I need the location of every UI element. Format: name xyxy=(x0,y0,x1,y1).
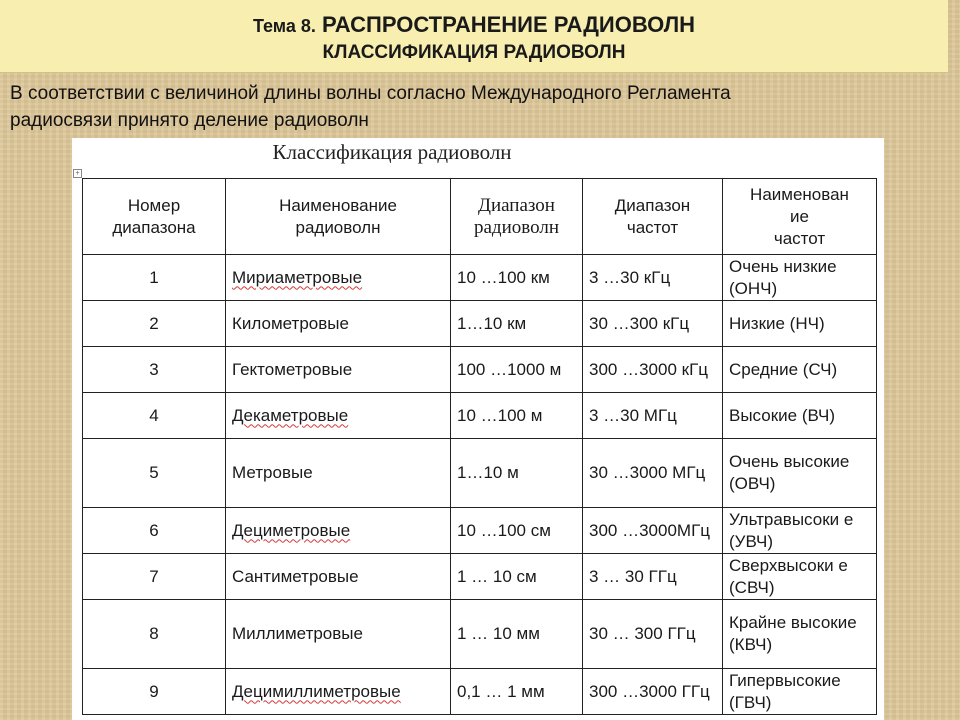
intro-text xyxy=(10,80,950,134)
column-header-freq-name: Наименован ие частот xyxy=(723,179,877,255)
cell-freq-range: 300 …3000 кГц xyxy=(583,347,723,393)
cell-freq-name: Высокие (ВЧ) xyxy=(723,393,877,439)
column-header-wave-range: Диапазон радиоволн xyxy=(451,179,583,255)
cell-freq-range: 300 …3000МГц xyxy=(583,508,723,554)
classification-table xyxy=(82,178,877,715)
table-row xyxy=(83,393,877,439)
cell-name: Метровые xyxy=(226,439,451,508)
table-row xyxy=(83,600,877,669)
column-header-name: Наименование радиоволн xyxy=(226,179,451,255)
cell-freq-name: Ультравысоки е (УВЧ) xyxy=(723,508,877,554)
cell-wave-range: 10 …100 м xyxy=(451,393,583,439)
table-row xyxy=(83,439,877,508)
cell-freq-name: Очень высокие (ОВЧ) xyxy=(723,439,877,508)
cell-freq-range: 3 …30 кГц xyxy=(583,255,723,301)
cell-freq-name: Средние (СЧ) xyxy=(723,347,877,393)
cell-number: 7 xyxy=(83,554,226,600)
cell-name: Миллиметровые xyxy=(226,600,451,669)
slide-subtitle: КЛАССИФИКАЦИЯ РАДИОВОЛН xyxy=(322,42,626,63)
cell-wave-range: 10 …100 см xyxy=(451,508,583,554)
cell-wave-range: 1…10 м xyxy=(451,439,583,508)
cell-number: 9 xyxy=(83,669,226,715)
table-row xyxy=(83,255,877,301)
cell-name: Дециметровые xyxy=(226,508,451,554)
cell-number: 6 xyxy=(83,508,226,554)
cell-name: Сантиметровые xyxy=(226,554,451,600)
slide-header xyxy=(0,0,948,73)
cell-number: 8 xyxy=(83,600,226,669)
cell-number: 4 xyxy=(83,393,226,439)
table-row xyxy=(83,347,877,393)
document-sheet xyxy=(72,138,884,720)
table-row xyxy=(83,301,877,347)
cell-freq-range: 30 …3000 МГц xyxy=(583,439,723,508)
cell-freq-range: 300 …3000 ГГц xyxy=(583,669,723,715)
cell-freq-range: 30 …300 кГц xyxy=(583,301,723,347)
column-header-number: Номер диапазона xyxy=(83,179,226,255)
cell-freq-name: Крайне высокие (КВЧ) xyxy=(723,600,877,669)
table-row xyxy=(83,669,877,715)
cell-number: 1 xyxy=(83,255,226,301)
table-header-row xyxy=(83,179,877,255)
intro-line-2: радиосвязи принято деление радиоволн xyxy=(10,110,369,131)
cell-freq-range: 30 … 300 ГГц xyxy=(583,600,723,669)
table-row xyxy=(83,554,877,600)
cell-name: Мириаметровые xyxy=(226,255,451,301)
cell-wave-range: 1…10 км xyxy=(451,301,583,347)
cell-freq-name: Очень низкие (ОНЧ) xyxy=(723,255,877,301)
cell-number: 5 xyxy=(83,439,226,508)
cell-freq-name: Низкие (НЧ) xyxy=(723,301,877,347)
cell-freq-name: Сверхвысоки е (СВЧ) xyxy=(723,554,877,600)
cell-name: Декаметровые xyxy=(226,393,451,439)
cell-name: Гектометровые xyxy=(226,347,451,393)
cell-number: 3 xyxy=(83,347,226,393)
cell-wave-range: 1 … 10 см xyxy=(451,554,583,600)
topic-title: РАСПРОСТРАНЕНИЕ РАДИОВОЛН xyxy=(322,12,696,37)
column-header-freq-range: Диапазон частот xyxy=(583,179,723,255)
cell-freq-name: Гипервысокие (ГВЧ) xyxy=(723,669,877,715)
table-row xyxy=(83,508,877,554)
table-caption: Классификация радиоволн xyxy=(272,140,512,164)
cell-wave-range: 0,1 … 1 мм xyxy=(451,669,583,715)
cell-number: 2 xyxy=(83,301,226,347)
cell-wave-range: 1 … 10 мм xyxy=(451,600,583,669)
cell-wave-range: 100 …1000 м xyxy=(451,347,583,393)
table-move-handle[interactable]: + xyxy=(73,169,82,178)
intro-line-1: В соответствии с величиной длины волны согласно Международного Регламента xyxy=(10,83,731,104)
cell-name: Децимиллиметровые xyxy=(226,669,451,715)
cell-freq-range: 3 … 30 ГГц xyxy=(583,554,723,600)
topic-label: Тема 8. xyxy=(252,16,316,36)
cell-freq-range: 3 …30 МГц xyxy=(583,393,723,439)
cell-name: Километровые xyxy=(226,301,451,347)
cell-wave-range: 10 …100 км xyxy=(451,255,583,301)
slide-title xyxy=(0,12,948,38)
